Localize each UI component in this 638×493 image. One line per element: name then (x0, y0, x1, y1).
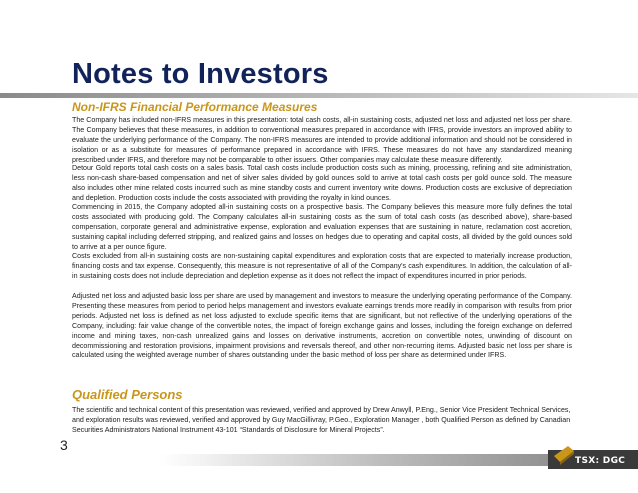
paragraph-all-in-sustaining-costs: Commencing in 2015, the Company adopted all-in sustaining costs on a prospective basis. The Company believes this measure more fully defines the total costs associated with producing gold. The Company calculates all-in sustaining costs as the sum of total cash costs (as described above), share-based compensation, corporate general and administrative expense, exploration and evaluation expenses that are sustaining in nature, reclamation cost accretion, sustaining capital including deferred stripping, and realized gains and losses on hedges due to operating and capital costs, all divided by the gold ounces sold to arrive at a per ounce figure. (72, 203, 572, 251)
section-heading-qualified-persons: Qualified Persons (72, 387, 183, 402)
paragraph-total-cash-costs: Detour Gold reports total cash costs on a sales basis. Total cash costs include production costs such as mining, processing, refining and site administration, less non-cash share-based compensation and net of silver sales divided by gold ounces sold to arrive at total cash costs per gold ounce sold. The measure also includes other mine related costs incurred such as mine standby costs and current inventory write downs. Production costs are exclusive of depreciation and depletion. Production costs include the costs associated with providing the royalty in kind ounces. (72, 164, 572, 202)
footer-bar (0, 454, 638, 466)
paragraph-qualified-persons: The scientific and technical content of this presentation was reviewed, verified and approved by Drew Anwyll, P.Eng., Senior Vice President Technical Services, and exploration results was reviewed, verified and approved by Guy MacGillivray, P.Geo., Exploration Manager , both Qualified Person as defined by Canadian Securities Administrators National Instrument 43-101 “Standards of Disclosure for Mineral Projects”. (72, 406, 571, 434)
paragraph-non-ifrs-intro: The Company has included non-IFRS measures in this presentation: total cash costs, all-in sustaining costs, adjusted net loss and adjusted net loss per share. The Company believes that these measures, in addition to conventional measures prepared in accordance with IFRS, provide investors an improved ability to evaluate the underlying performance of the Company. The non-IFRS measures are intended to provide additional information and should not be considered in isolation or as a substitute for measures of performance prepared in accordance with IFRS. These measures do not have any standardized meaning prescribed under IFRS, and therefore may not be comparable to other issuers. Other companies may calculate these measure differently. (72, 116, 572, 164)
paragraph-adjusted-net-loss: Adjusted net loss and adjusted basic loss per share are used by management and investors to measure the underlying operating performance of the Company. Presenting these measures from period to period helps management and investors evaluate earnings trends more readily in comparison with results from prior periods. Adjusted net loss is defined as net loss adjusted to exclude specific items that are significant, but not reflective of the underlying operations of the Company, including: fair value change of the convertible notes, the impact of foreign exchange gains and losses, including the foreign exchange on deferred income and mining taxes, non-cash unrealized gains and losses on derivative instruments, accretion on convertible notes, unwinding of discount on decommissioning and restoration provisions, impairment provisions and reversals thereof, and other non-recurring items. Adjusted basic net loss per share is calculated using the weighted average number of shares outstanding under the basic method of loss per share as determined under IFRS. (72, 292, 572, 360)
page-title: Notes to Investors (72, 58, 329, 90)
stock-ticker: TSX: DGC (575, 456, 626, 466)
paragraph-excluded-costs: Costs excluded from all-in sustaining costs are non-sustaining capital expenditures and exploration costs that are expected to materially increase production, financing costs and tax expense. Consequently, this measure is not representative of all of the Company's cash expenditures. In addition, the calculation of all-in sustaining costs does not include depreciation and depletion expense as it does not reflect the impact of expenditures incurred in prior periods. (72, 252, 572, 280)
page-number: 3 (60, 437, 68, 453)
section-heading-non-ifrs: Non-IFRS Financial Performance Measures (72, 100, 318, 114)
title-divider (0, 93, 638, 98)
